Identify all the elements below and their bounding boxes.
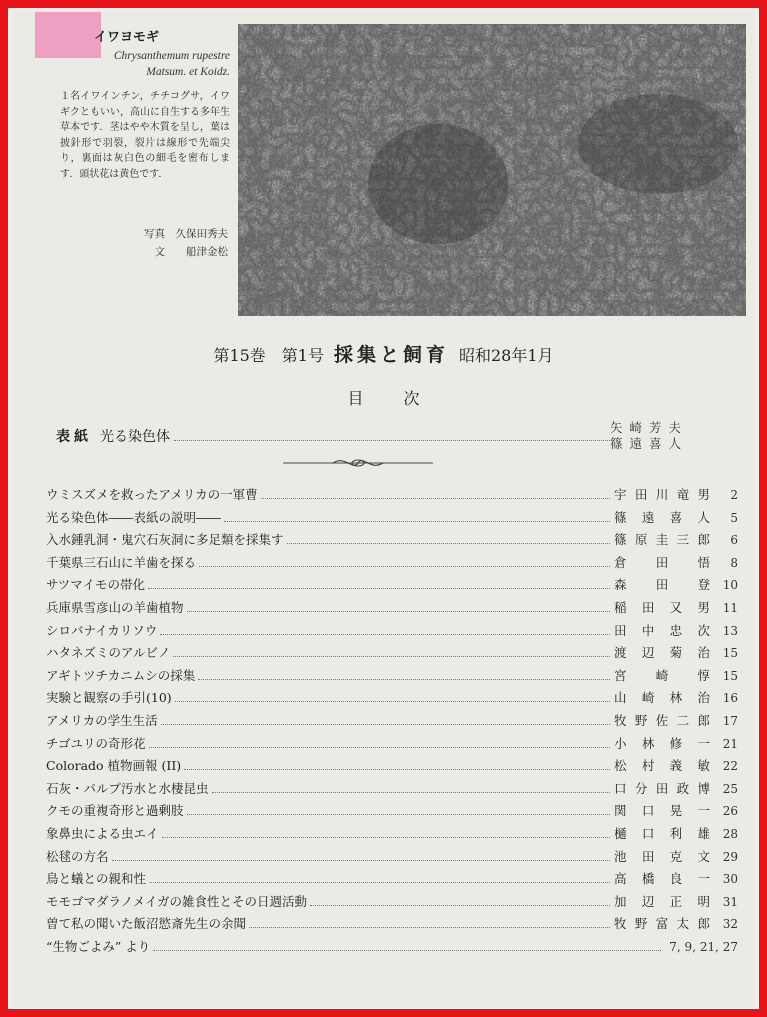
toc-page: 31 (722, 894, 738, 909)
toc-author: 渡辺菊治 (614, 645, 710, 661)
toc-page: 25 (722, 781, 738, 796)
toc-author: 樋口利雄 (614, 825, 710, 841)
toc-author: 牧野佐二郎 (614, 712, 710, 728)
toc-row[interactable] (46, 666, 738, 689)
toc-author: 稲田又男 (614, 599, 710, 615)
toc-title: クモの重複奇形と過剰肢 (46, 803, 184, 819)
dot-leader (162, 837, 610, 838)
issue-date: 昭和28年1月 (459, 346, 554, 365)
toc-title: 松毬の方名 (46, 848, 109, 864)
plant-description: １名イワインチン，チチコグサ，イワギクともいい，高山に自生する多年生草本です．茎はやや木質を呈し，葉は披針形で羽裂，裂片は線形で先端尖り，裏面は灰白色の細毛を密布します．頭状花は黄色です． (60, 91, 230, 180)
toc-page: 10 (722, 578, 738, 593)
toc-title: 曽て私の聞いた飯沼慾斎先生の余聞 (46, 916, 247, 932)
dot-leader (224, 521, 610, 522)
toc-title: 象鼻虫による虫エイ (46, 825, 159, 841)
toc-author: 倉田悟 (614, 554, 710, 570)
toc-page: 13 (722, 623, 738, 638)
cover-author-1: 矢崎芳夫 (610, 420, 689, 435)
dot-leader (249, 927, 610, 928)
toc-row[interactable] (46, 508, 738, 531)
dot-leader (198, 679, 610, 680)
toc-page: 21 (722, 736, 738, 751)
dot-leader (199, 566, 610, 567)
toc-author: 松村義敏 (614, 758, 710, 774)
toc-row[interactable] (46, 756, 738, 779)
toc-author: 口分田政博 (614, 780, 710, 796)
toc-page: 6 (730, 533, 738, 548)
dot-leader (160, 634, 610, 635)
toc-title: 石灰・パルプ汚水と水棲昆虫 (46, 780, 209, 796)
toc-row[interactable] (46, 553, 738, 576)
toc-page: 28 (722, 826, 738, 841)
toc-row[interactable] (46, 598, 738, 621)
dot-leader (173, 656, 610, 657)
toc-page: 29 (722, 849, 738, 864)
toc-page: 5 (730, 510, 738, 525)
toc-page: 32 (722, 917, 738, 932)
dot-leader (287, 543, 610, 544)
toc-title: “生物ごよみ” より (46, 938, 151, 954)
dot-leader (149, 882, 610, 883)
toc-title: サツマイモの帯化 (46, 577, 146, 593)
toc-author: 高橋良一 (614, 871, 710, 887)
toc-author: 山崎林治 (614, 690, 710, 706)
toc-author: 篠原圭三郎 (614, 532, 710, 548)
issue-line (0, 340, 767, 367)
toc-author: 宇田川竜男 (614, 487, 710, 502)
toc-author: 加辺正明 (614, 893, 710, 909)
toc-title: 千葉県三石山に羊歯を探る (46, 554, 197, 570)
dot-leader (310, 905, 610, 906)
toc-page: 30 (722, 872, 738, 887)
cover-authors (610, 420, 688, 452)
toc-author: 小林修一 (614, 735, 710, 751)
toc-pages: 7, 9, 21, 27 (669, 939, 738, 954)
toc-row[interactable] (46, 892, 738, 915)
photo-credit: 写真 久保田秀夫 (144, 228, 228, 240)
dot-leader (149, 747, 610, 748)
dot-leader (261, 498, 610, 499)
volume-number: 第15巻 第1号 (213, 346, 324, 365)
toc-title: チゴユリの奇形花 (46, 735, 146, 751)
ornamental-divider (283, 457, 433, 469)
toc-row[interactable] (46, 485, 738, 508)
dot-leader (148, 588, 610, 589)
dot-leader (161, 724, 610, 725)
toc-title: ハタネズミのアルビノ (46, 645, 171, 661)
dot-leader (175, 701, 610, 702)
scientific-name-line1: Chrysanthemum rupestre (113, 50, 230, 62)
magazine-title: 採集と飼育 (333, 344, 449, 366)
toc-author: 池田克文 (614, 848, 710, 864)
toc-row[interactable] (46, 711, 738, 734)
dot-leader (184, 769, 610, 770)
plant-name-heading: イワヨモギ (94, 30, 160, 45)
cover-title: 光る染色体 (100, 429, 170, 445)
dot-leader (153, 950, 661, 951)
dot-leader (112, 860, 610, 861)
toc-row[interactable] (46, 801, 738, 824)
cover-entry (56, 426, 618, 446)
toc-row[interactable] (46, 847, 738, 870)
toc-page: 22 (722, 759, 738, 774)
toc-title: モモゴマダラノメイガの雑食性とその日週活動 (46, 893, 308, 909)
toc-page: 11 (722, 600, 738, 615)
table-of-contents (46, 485, 738, 959)
toc-title: シロバナイカリソウ (46, 622, 158, 638)
toc-title: 光る染色体――表紙の説明―― (46, 509, 222, 525)
toc-row-last[interactable] (46, 937, 738, 960)
toc-author: 牧野富太郎 (614, 916, 710, 932)
toc-row[interactable] (46, 869, 738, 892)
toc-row[interactable] (46, 779, 738, 802)
toc-page: 17 (722, 713, 738, 728)
dot-leader (187, 814, 610, 815)
contents-heading: 目次 (347, 389, 460, 408)
toc-author: 森田登 (614, 577, 710, 593)
dot-leader (187, 611, 610, 612)
cover-author-2: 篠遠喜人 (610, 436, 689, 451)
toc-author: 宮崎惇 (614, 667, 710, 683)
toc-title: Colorado 植物画報 (II) (46, 758, 182, 774)
dot-leader (174, 440, 614, 441)
toc-title: 鳥と蟻との親和性 (46, 871, 147, 887)
plant-photograph (238, 24, 746, 316)
toc-title: 入水鍾乳洞・鬼穴石灰洞に多足類を採集す (46, 532, 284, 548)
toc-author: 篠遠喜人 (614, 509, 710, 525)
toc-title: 実験と観察の手引(10) (46, 690, 172, 706)
toc-page: 15 (722, 646, 738, 661)
toc-title: アギトツチカニムシの採集 (46, 667, 196, 683)
toc-page: 16 (722, 691, 738, 706)
toc-author: 関口晃一 (614, 803, 710, 819)
toc-page: 26 (722, 804, 738, 819)
toc-row[interactable] (46, 914, 738, 937)
toc-page: 15 (722, 668, 738, 683)
toc-page: 2 (730, 488, 738, 502)
toc-title: ウミスズメを救ったアメリカの一軍曹 (46, 487, 258, 502)
toc-row[interactable] (46, 643, 738, 666)
toc-row[interactable] (46, 824, 738, 847)
toc-row[interactable] (46, 530, 738, 553)
dot-leader (212, 792, 610, 793)
toc-row[interactable] (46, 688, 738, 711)
text-credit: 文 船津金松 (154, 246, 228, 258)
toc-row[interactable] (46, 575, 738, 598)
toc-row[interactable] (46, 734, 738, 757)
cover-label: 表紙 (56, 429, 92, 445)
toc-page: 8 (730, 555, 738, 570)
toc-title: 兵庫県雪彦山の羊歯植物 (46, 599, 184, 615)
toc-title: アメリカの学生生活 (46, 712, 158, 728)
toc-author: 田中忠次 (614, 622, 710, 638)
toc-row[interactable] (46, 621, 738, 644)
scientific-name-line2: Matsum. et Koidz. (146, 66, 230, 78)
